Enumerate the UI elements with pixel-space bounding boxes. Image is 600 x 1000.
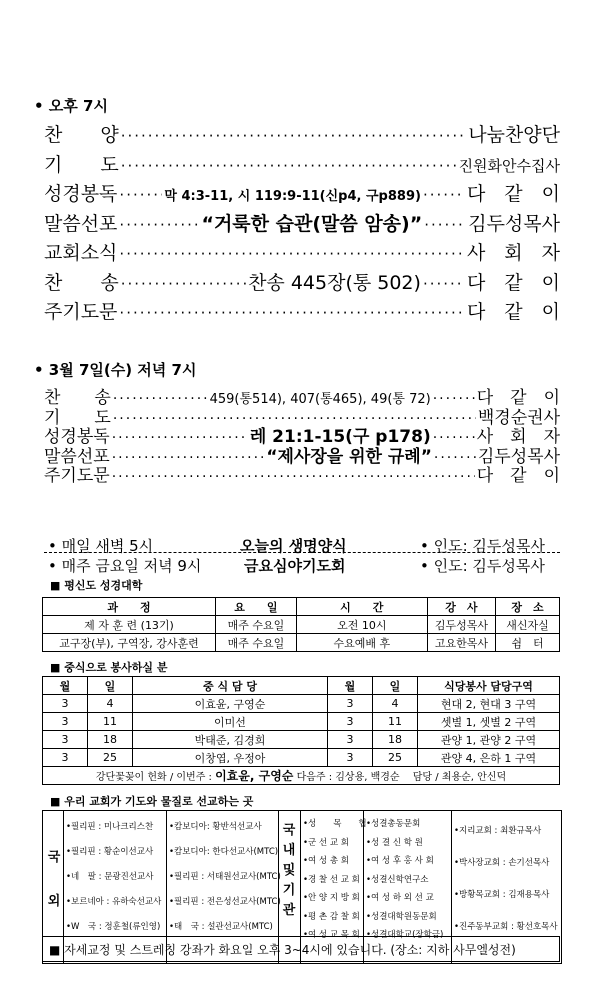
domestic-label (280, 821, 298, 921)
table-cell: 3 (328, 731, 373, 749)
mission-col-3 (303, 815, 367, 945)
dot-leader (121, 127, 467, 145)
order-label: 찬 양 (44, 124, 119, 146)
table-header (43, 598, 560, 616)
table-cell: 11 (88, 713, 133, 731)
table-cell: 교구장(부), 구역장, 강사훈련 (43, 634, 216, 652)
dot-leader (119, 304, 465, 322)
order-row (44, 461, 560, 486)
table-cell: 이미선 (133, 713, 328, 731)
table-cell: 제 자 훈 련 (13기) (43, 616, 216, 634)
mission-col-4 (366, 815, 443, 945)
order-detail: 레 21:1-15(구 p178) (249, 427, 431, 447)
mission-item: •캄보디아: 한다선교사(MTC) (169, 847, 279, 857)
college-table (42, 597, 560, 652)
table-cell: 새신자실 (496, 616, 560, 634)
order-detail: 막 4:3-11, 시 119:9-11(신p4, 구p889) (164, 189, 421, 204)
wednesday-service-title: • 3월 7일(수) 저녁 7시 (34, 361, 197, 379)
order-label: 말씀선포 (44, 446, 110, 467)
order-person: 김두성목사 (468, 212, 560, 235)
table-cell: 3 (328, 713, 373, 731)
order-label: 찬 송 (44, 388, 111, 408)
mission-item: •안 양 지 방 회 (303, 893, 360, 903)
table-cell: 4 (88, 695, 133, 713)
table-cell: 오전 10시 (296, 616, 427, 634)
daily-leader: • 인도: 김두성목사 (420, 557, 545, 575)
mission-item: •태 국 : 설관선교사(MTC) (169, 922, 273, 932)
order-person: 사 회 자 (476, 427, 560, 447)
order-person: 다 같 이 (476, 466, 560, 486)
order-person: 김두성목사 (477, 446, 560, 467)
col-header: 월 (43, 677, 88, 695)
mission-item: •방황목교회 : 김재용목사 (454, 890, 550, 900)
table-cell: 이효윤, 구영순 (133, 695, 328, 713)
table-cell: 3 (43, 731, 88, 749)
flower-next-week: 다음주 : 김상용, 백경순 담당 / 최용순, 안신덕 (293, 772, 507, 783)
table-cell: 3 (43, 713, 88, 731)
college-heading: ■ 평신도 성경대학 (50, 579, 143, 592)
daily-leader: • 인도: 김두성목사 (420, 537, 545, 555)
order-person: 백경순권사 (477, 407, 560, 428)
col-header: 시 간 (296, 598, 427, 616)
col-header: 중 식 담 당 (133, 677, 328, 695)
table-cell: 쉼 터 (496, 634, 560, 652)
col-header: 과 정 (43, 598, 216, 616)
mission-item: •평 촌 감 찰 회 (303, 911, 360, 922)
order-label: 성경봉독 (44, 183, 118, 205)
table-cell: 11 (373, 713, 418, 731)
table-cell: 3 (328, 695, 373, 713)
col-header: 식당봉사 담당구역 (418, 677, 560, 695)
order-label: 주기도문 (44, 301, 118, 323)
mission-item: •필리핀 : 전은성선교사(MTC) (169, 897, 281, 907)
order-row (44, 179, 560, 206)
col-header: 요 일 (216, 598, 297, 616)
order-person: 사 회 자 (466, 242, 560, 264)
order-row (44, 238, 560, 265)
dot-leader (112, 469, 475, 485)
table-cell: 관양 4, 은하 1 구역 (418, 749, 560, 767)
mission-item: •성결신학연구소 (366, 874, 429, 885)
order-detail: 찬송 445장(통 502) (248, 271, 421, 294)
daily-time: • 매일 새벽 5시 (48, 537, 154, 555)
order-person: 다 같 이 (466, 183, 560, 205)
lunch-footer-row (43, 767, 560, 785)
mission-item: •여 성 하 외 선 교 (366, 893, 434, 903)
daily-row-2 (48, 555, 560, 576)
dot-leader (119, 216, 199, 234)
order-label: 주기도문 (44, 466, 110, 486)
table-header (43, 677, 560, 695)
order-detail: “거룩한 습관(말씀 암송)” (201, 212, 423, 235)
evening-service-title: • 오후 7시 (34, 97, 108, 115)
order-label: 기 도 (44, 153, 119, 176)
table-row (43, 695, 560, 713)
col-header: 일 (88, 677, 133, 695)
lunch-heading: ■ 중식으로 봉사하실 분 (50, 661, 168, 674)
table-cell: 4 (373, 695, 418, 713)
mission-item: •진주동부교회 : 황선호목사 (454, 922, 558, 932)
mission-item: •필리핀 : 미나크리스찬 (66, 822, 154, 832)
table-cell: 현대 2, 현대 3 구역 (418, 695, 560, 713)
mission-item: •군 선 교 회 (303, 837, 349, 848)
table-cell: 수요예배 후 (296, 634, 427, 652)
daily-title: 오늘의 생명양식 (240, 537, 347, 555)
domestic-label-text: 국내 및 기관 (282, 823, 296, 918)
order-label: 말씀선포 (44, 212, 118, 235)
order-label: 교회소식 (44, 242, 118, 264)
table-cell: 25 (373, 749, 418, 767)
mission-item: •성 목 협 (303, 819, 367, 829)
table-cell: 고요한목사 (427, 634, 495, 652)
mission-item: •필리핀 : 서태원선교사(MTC) (169, 872, 281, 882)
flower-this-week: 이효윤, 구영순 (215, 769, 294, 783)
mission-item: •성 결 신 학 원 (366, 837, 423, 848)
flower-note (43, 767, 560, 785)
table-cell: 매주 수요일 (216, 634, 297, 652)
table-cell: 3 (328, 749, 373, 767)
mission-item: •경 찰 선 교 회 (303, 874, 360, 885)
mission-item: •지리교회 : 최환규목사 (454, 826, 542, 836)
col-header: 월 (328, 677, 373, 695)
table-cell: 관양 1, 관양 2 구역 (418, 731, 560, 749)
table-cell: 3 (43, 695, 88, 713)
mission-item: •성결총동문회 (366, 819, 421, 829)
order-person: 다 같 이 (476, 388, 560, 408)
order-row (44, 209, 560, 236)
col-header: 일 (373, 677, 418, 695)
table-cell: 매주 수요일 (216, 616, 297, 634)
mission-item: •성결대학원동문회 (366, 911, 437, 922)
table-row (43, 713, 560, 731)
mission-col-5 (454, 815, 558, 943)
order-person: 나눔찬양단 (468, 124, 560, 146)
order-detail: 459(통514), 407(통465), 49(통 72) (209, 392, 431, 407)
mission-item: •여 성 후 홍 사 회 (366, 856, 434, 866)
order-label: 찬 송 (44, 271, 119, 294)
table-cell: 3 (43, 749, 88, 767)
dot-leader (121, 157, 457, 175)
mission-item: •보르네아 : 유하숙선교사 (66, 897, 162, 907)
table-cell: 김두성목사 (427, 616, 495, 634)
mission-item: •박사장교회 : 손기선목사 (454, 858, 550, 868)
mission-item: •여 성 총 회 (303, 856, 349, 866)
lunch-table (42, 676, 560, 785)
col-header: 강 사 (427, 598, 495, 616)
dot-leader (119, 186, 162, 204)
order-row (44, 150, 560, 177)
flower-prefix: 강단꽃꽂이 헌화 / 이번주 : (95, 772, 216, 783)
foreign-label (45, 836, 74, 924)
dot-leader (423, 275, 465, 293)
mission-footer: ■ 자세교정 및 스트레칭 강좌가 화요일 오후 3~4시에 있습니다. (장소: 지하 사무엘성전) (42, 936, 560, 962)
mission-heading: ■ 우리 교회가 기도와 물질로 선교하는 곳 (50, 795, 254, 808)
mission-item: •여 성 교 목 회 (303, 930, 360, 940)
foreign-label-text: 국 외 (47, 850, 74, 909)
table-cell: 박태준, 김경희 (133, 731, 328, 749)
mission-col-1 (66, 815, 161, 940)
order-label: 성경봉독 (44, 427, 110, 447)
order-person: 진원화안수집사 (458, 156, 560, 175)
table-cell: 25 (88, 749, 133, 767)
order-person: 다 같 이 (466, 301, 560, 323)
mission-item: •캄보디아: 황반석선교사 (169, 822, 262, 832)
table-row (43, 634, 560, 652)
dot-leader (119, 245, 465, 263)
col-header: 장 소 (496, 598, 560, 616)
table-cell: 18 (373, 731, 418, 749)
mission-item: •네 팔 : 문광진선교사 (66, 872, 154, 882)
dot-leader (121, 275, 246, 293)
daily-time: • 매주 금요일 저녁 9시 (48, 557, 202, 575)
order-detail: “제사장을 위한 규례” (266, 446, 432, 467)
table-cell: 18 (88, 731, 133, 749)
order-person: 다 같 이 (466, 271, 560, 294)
mission-item: •성결대학교(장학금) (366, 930, 444, 940)
mission-item: •W 국 : 정훈철(류인영) (66, 922, 161, 932)
daily-row-1 (48, 535, 560, 556)
mission-item: •필리핀 : 황순이선교사 (66, 847, 154, 857)
mission-col-2 (169, 815, 281, 940)
dot-leader (423, 186, 465, 204)
table-row (43, 749, 560, 767)
table-row (43, 731, 560, 749)
dot-leader (424, 216, 466, 234)
table-row (43, 616, 560, 634)
order-row (44, 120, 560, 147)
table-cell: 셋별 1, 셋별 2 구역 (418, 713, 560, 731)
order-row (44, 297, 560, 324)
daily-title: 금요심야기도회 (244, 557, 346, 575)
order-row (44, 268, 560, 295)
order-label: 기 도 (44, 407, 111, 428)
table-cell: 이창엽, 우정아 (133, 749, 328, 767)
